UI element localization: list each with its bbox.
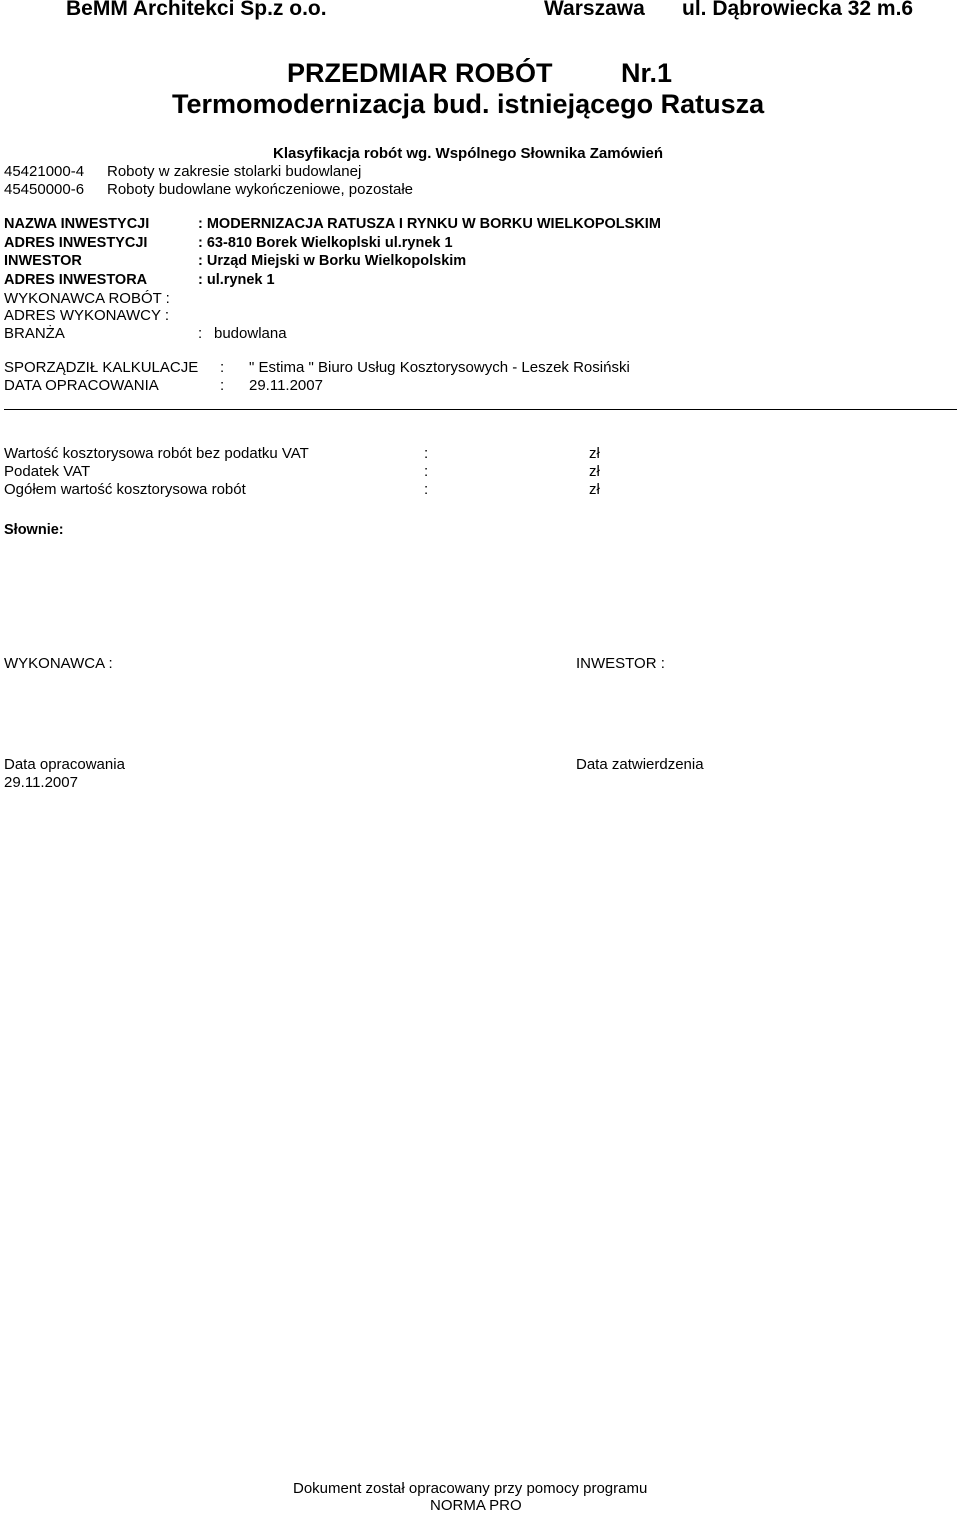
field-value-nazwa-inwestycji: : MODERNIZACJA RATUSZA I RYNKU W BORKU WIELKOPOLSKIM (198, 216, 661, 232)
company-street: ul. Dąbrowiecka 32 m.6 (682, 0, 914, 20)
data-zatwierdzenia-label: Data zatwierdzenia (576, 756, 704, 773)
data-opracowania-label: DATA OPRACOWANIA (4, 377, 159, 394)
company-city: Warszawa (544, 0, 645, 20)
field-sep-branza: : (198, 325, 203, 342)
classification-desc: Roboty budowlane wykończeniowe, pozostałe (107, 181, 414, 198)
field-label-adres-inwestycji: ADRES INWESTYCJI (4, 235, 148, 251)
field-value-adres-inwestora: : ul.rynek 1 (198, 272, 275, 288)
document-title: PRZEDMIAR ROBÓT (287, 58, 553, 88)
field-value-adres-inwestycji: : 63-810 Borek Wielkoplski ul.rynek 1 (198, 235, 453, 251)
field-label-adres-wykonawcy: ADRES WYKONAWCY : (4, 307, 170, 324)
classification-desc: Roboty w zakresie stolarki budowlanej (107, 163, 362, 180)
value-label: Podatek VAT (4, 463, 91, 480)
value-label: Wartość kosztorysowa robót bez podatku VAT (4, 445, 309, 462)
value-unit: zł (589, 463, 600, 480)
field-label-inwestor: INWESTOR (4, 253, 82, 269)
field-label-wykonawca: WYKONAWCA ROBÓT : (4, 290, 170, 307)
signature-inwestor: INWESTOR : (576, 655, 665, 672)
document-subtitle: Termomodernizacja bud. istniejącego Ratusza (172, 89, 765, 119)
document-number: Nr.1 (621, 58, 673, 88)
signature-wykonawca: WYKONAWCA : (4, 655, 113, 672)
field-label-branza: BRANŻA (4, 325, 65, 342)
data-opracowania-sep: : (220, 377, 225, 394)
classification-code: 45450000-6 (4, 181, 85, 198)
company-name: BeMM Architekci Sp.z o.o. (66, 0, 327, 20)
slownie-label: Słownie: (4, 522, 64, 538)
data-opracowania-sign-label: Data opracowania (4, 756, 125, 773)
sporzadzil-label: SPORZĄDZIŁ KALKULACJE (4, 359, 199, 376)
footer-note: Dokument został opracowany przy pomocy programu (293, 1480, 648, 1497)
value-label: Ogółem wartość kosztorysowa robót (4, 481, 246, 498)
value-unit: zł (589, 445, 600, 462)
sporzadzil-value: " Estima " Biuro Usług Kosztorysowych - Leszek Rosiński (249, 359, 630, 376)
data-opracowania-sign-value: 29.11.2007 (4, 774, 78, 791)
field-label-adres-inwestora: ADRES INWESTORA (4, 272, 148, 288)
data-opracowania-value: 29.11.2007 (249, 377, 323, 394)
field-value-branza: budowlana (214, 325, 287, 342)
classification-code: 45421000-4 (4, 163, 85, 180)
footer-program: NORMA PRO (430, 1497, 522, 1514)
sporzadzil-sep: : (220, 359, 225, 376)
field-value-inwestor: : Urząd Miejski w Borku Wielkopolskim (198, 253, 467, 269)
value-sep: : (424, 481, 429, 498)
field-label-nazwa-inwestycji: NAZWA INWESTYCJI (4, 216, 150, 232)
horizontal-rule (4, 409, 957, 410)
value-sep: : (424, 445, 429, 462)
value-unit: zł (589, 481, 600, 498)
value-sep: : (424, 463, 429, 480)
classification-heading: Klasyfikacja robót wg. Wspólnego Słownika Zamówień (273, 145, 664, 162)
